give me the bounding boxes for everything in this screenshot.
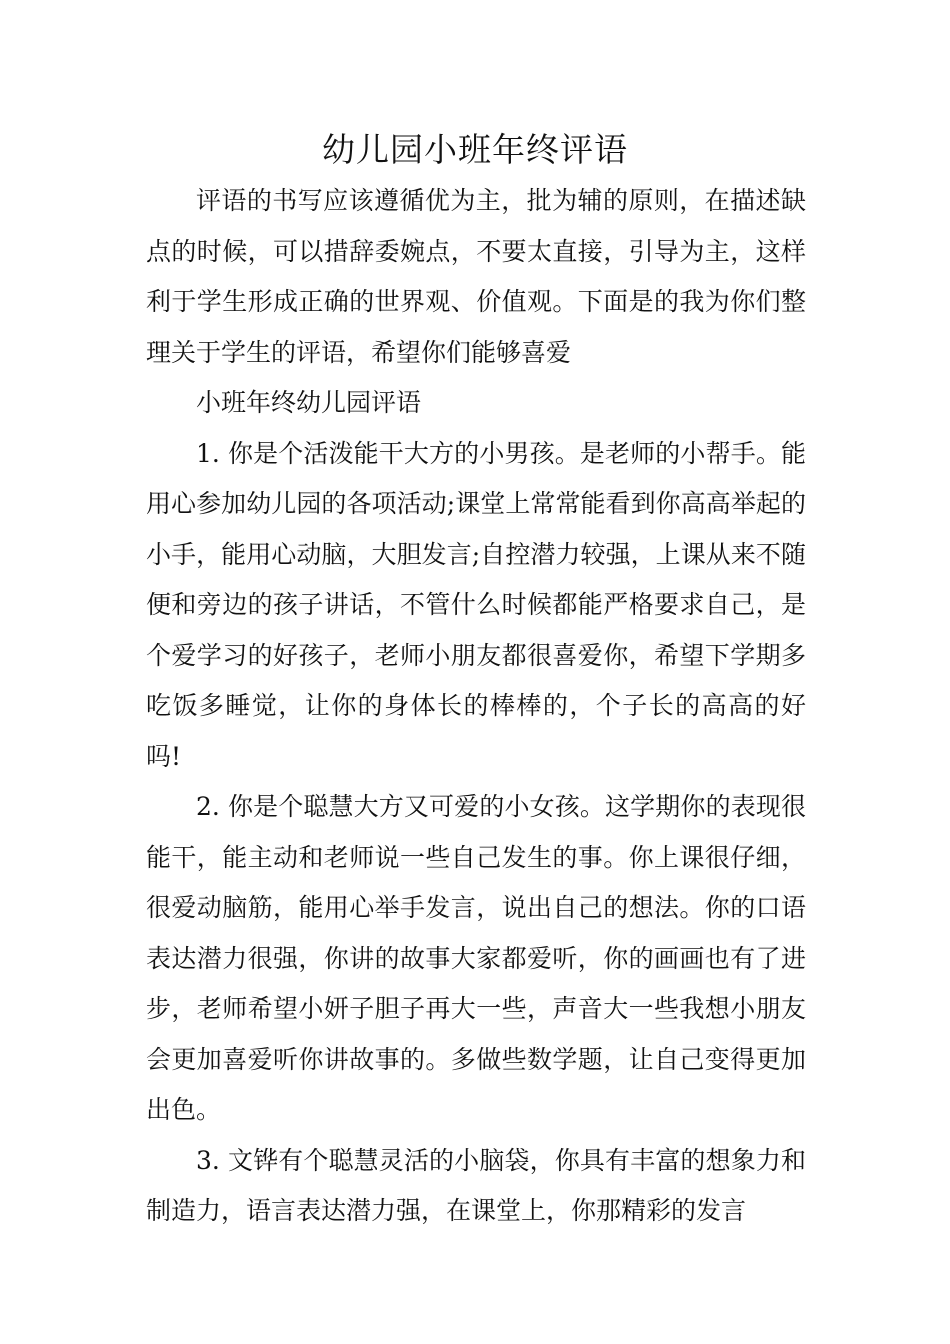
comment-paragraph-2: 2. 你是个聪慧大方又可爱的小女孩。这学期你的表现很能干，能主动和老师说一些自己发生的事。你上课很仔细，很爱动脑筋，能用心举手发言，说出自己的想法。你的口语表达潜力很强，你讲的故事大家都爱听，你的画画也有了进步，老师希望小妍子胆子再大一些，声音大一些我想小朋友会更加喜爱听你讲故事的。多做些数学题，让自己变得更加出色。 [146,792,806,1124]
document-title: 幼儿园小班年终评语 [322,130,628,169]
comment-paragraph-1: 1. 你是个活泼能干大方的小男孩。是老师的小帮手。能用心参加幼儿园的各项活动;课堂上常常能看到你高高举起的小手，能用心动脑，大胆发言;自控潜力较强，上课从来不随便和旁边的孩子讲话，不管什么时候都能严格要求自己，是个爱学习的好孩子，老师小朋友都很喜爱你，希望下学期多吃饭多睡觉，让你的身体长的棒棒的，个子长的高高的好吗! [146,438,806,771]
section-heading: 小班年终幼儿园评语 [196,388,422,417]
comment-paragraph-3: 3. 文铧有个聪慧灵活的小脑袋，你具有丰富的想象力和制造力，语言表达潜力强，在课堂上，你那精彩的发言 [146,1145,806,1225]
intro-paragraph: 评语的书写应该遵循优为主，批为辅的原则，在描述缺点的时候，可以措辞委婉点，不要太直接，引导为主，这样利于学生形成正确的世界观、价值观。下面是的我为你们整理关于学生的评语，希望你们能够喜爱 [146,186,806,367]
document-body [146,176,806,1237]
